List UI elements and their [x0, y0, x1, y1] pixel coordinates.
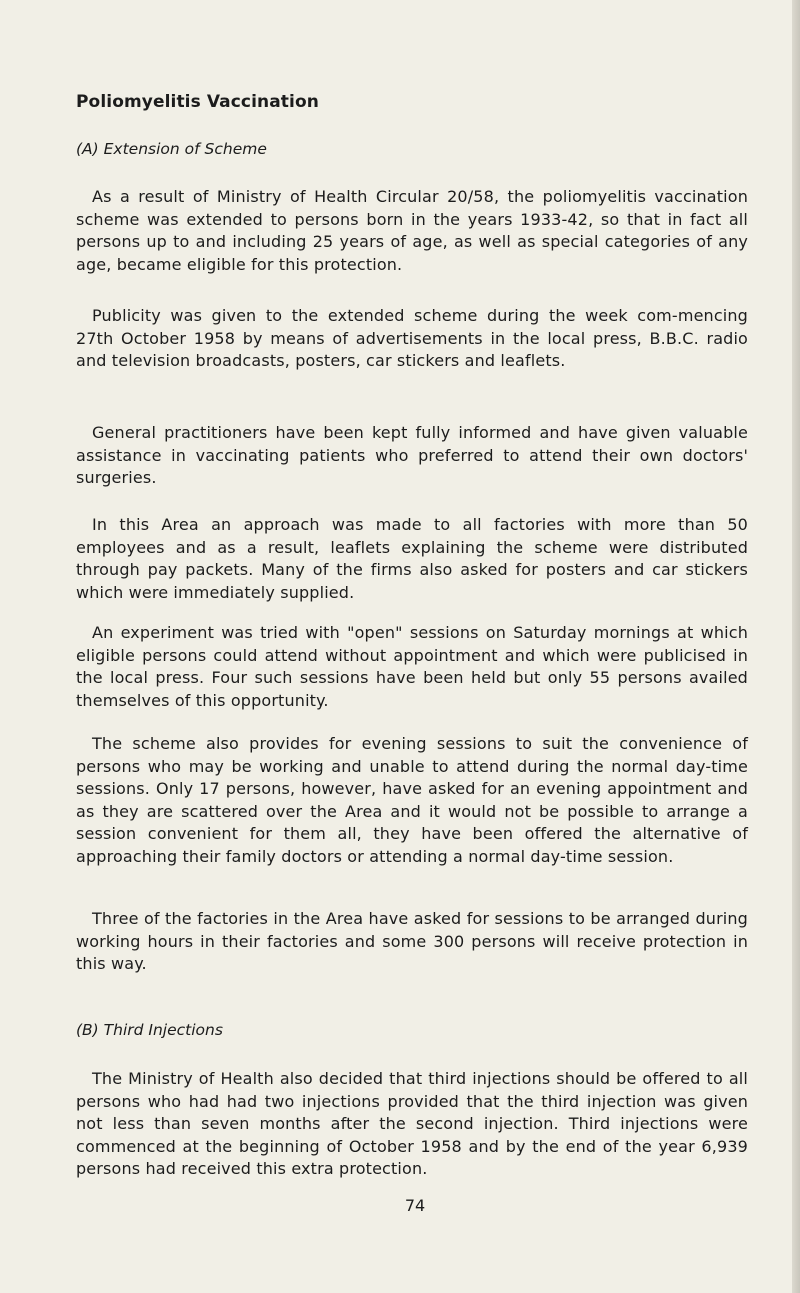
- paragraph-a3: General practitioners have been kept fully informed and have given valuable assistance in vaccinating patients who preferred to attend their own doctors' surgeries.: [76, 423, 748, 487]
- page-number: 74: [404, 1196, 426, 1215]
- paragraph-a6: The scheme also provides for evening sessions to suit the convenience of persons who may be working and unable to attend during the normal day-time sessions. Only 17 persons, however, have asked for an evening appointment and as they are scattered over the Area and it would not be possible to arrange a session convenient for them all, they have been offered the alternative of approaching their family doctors or attending a normal day-time session.: [76, 734, 748, 866]
- paragraph-a4: In this Area an approach was made to all factories with more than 50 employees and as a result, leaflets explaining the scheme were distributed through pay packets. Many of the firms also asked for posters and car stickers which were immediately supplied.: [76, 515, 748, 602]
- section-b-heading: (B) Third Injections: [76, 1021, 223, 1039]
- document-title: Poliomyelitis Vaccination: [76, 92, 319, 112]
- paragraph-a7: Three of the factories in the Area have asked for sessions to be arranged during working hours in their factories and some 300 persons will receive protection in this way.: [76, 909, 748, 973]
- paragraph-a1: As a result of Ministry of Health Circular 20/58, the poliomyelitis vaccination scheme was extended to persons born in the years 1933-42, so that in fact all persons up to and including 25 years of age, as well as special categories of any age, became eligible for this protection.: [76, 187, 748, 274]
- page-edge: [792, 0, 800, 1293]
- paragraph-a2: Publicity was given to the extended scheme during the week com-mencing 27th October 1958 by means of advertisements in the local press, B.B.C. radio and television broadcasts, posters, car stickers and leaflets.: [76, 306, 748, 370]
- paragraph-a5: An experiment was tried with "open" sessions on Saturday mornings at which eligible persons could attend without appointment and which were publicised in the local press. Four such sessions have been held but only 55 persons availed themselves of this opportunity.: [76, 623, 748, 710]
- paragraph-b1: The Ministry of Health also decided that third injections should be offered to all persons who had had two injections provided that the third injection was given not less than seven months after the second injection. Third injections were commenced at the beginning of October 1958 and by the end of the year 6,939 persons had received this extra protection.: [76, 1069, 748, 1178]
- section-a-heading: (A) Extension of Scheme: [76, 140, 267, 158]
